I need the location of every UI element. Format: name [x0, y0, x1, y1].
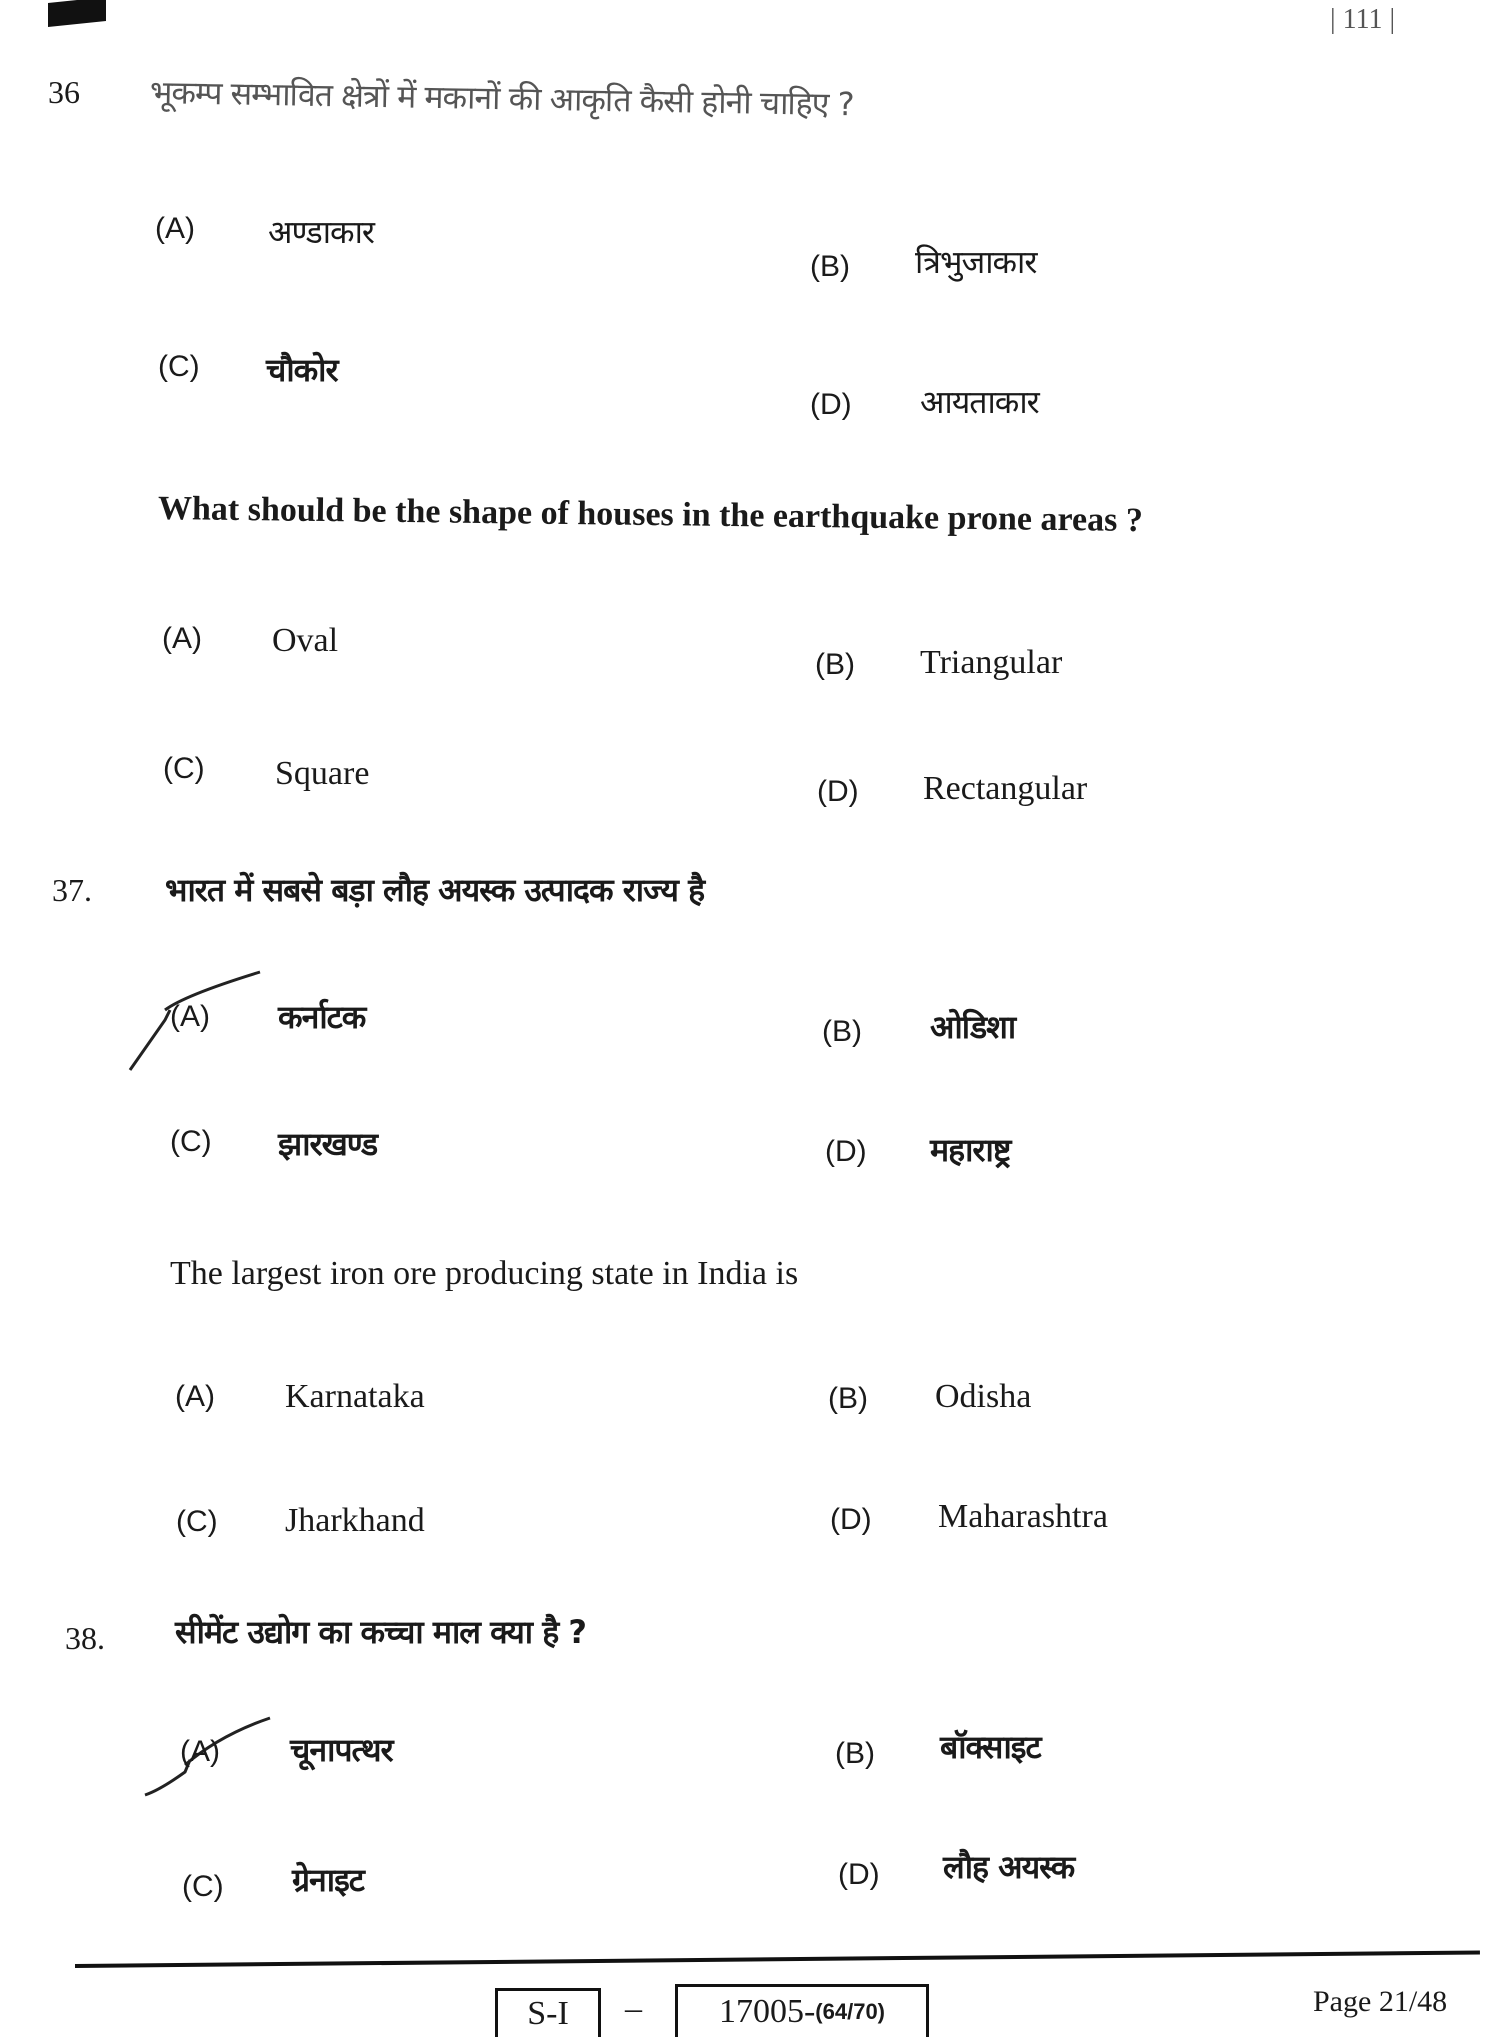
- paper-code-box: [675, 1984, 929, 2037]
- question-text-hindi: भूकम्प सम्भावित क्षेत्रों में मकानों की आकृति कैसी होनी चाहिए ?: [149, 73, 854, 124]
- option-label: (B): [828, 1382, 868, 1415]
- question-number: 38.: [65, 1620, 105, 1656]
- option-text: चूनापत्थर: [290, 1731, 393, 1769]
- question-text-english: What should be the shape of houses in the earthquake prone areas ?: [157, 490, 1144, 540]
- option-text: झारखण्ड: [278, 1125, 378, 1163]
- option-label: (A): [170, 1000, 210, 1033]
- option-text: Oval: [272, 622, 339, 659]
- footer-divider: [75, 1951, 1480, 1968]
- option-label: (A): [162, 622, 202, 655]
- option-text: कर्नाटक: [278, 998, 366, 1036]
- option-text: ओडिशा: [930, 1008, 1016, 1046]
- question-number: 37.: [52, 872, 92, 908]
- option-text: Rectangular: [923, 770, 1088, 807]
- option-label: (B): [822, 1015, 862, 1048]
- page-corner-mark: [48, 0, 106, 27]
- option-label: (B): [815, 648, 855, 681]
- option-label: (B): [835, 1737, 875, 1770]
- footer-dash: –: [625, 1990, 642, 2027]
- question-number: 36: [48, 74, 80, 110]
- option-text: लौह अयस्क: [943, 1848, 1075, 1886]
- paper-code-suffix: (64/70): [815, 1999, 886, 2024]
- option-label: (A): [175, 1380, 215, 1413]
- question-text-hindi: सीमेंट उद्योग का कच्चा माल क्या है ?: [175, 1613, 586, 1651]
- option-text: Odisha: [935, 1378, 1032, 1415]
- option-text: त्रिभुजाकार: [915, 243, 1037, 281]
- option-label: (D): [810, 388, 852, 421]
- option-label: (D): [830, 1503, 872, 1536]
- option-text: चौकोर: [266, 351, 338, 389]
- option-text: Square: [275, 755, 370, 792]
- series-code: S-I: [527, 1995, 569, 2032]
- question-text-hindi: भारत में सबसे बड़ा लौह अयस्क उत्पादक राज्य है: [165, 871, 705, 909]
- option-label: (B): [810, 250, 850, 283]
- series-box: [495, 1988, 601, 2037]
- option-label: (C): [170, 1125, 212, 1158]
- set-marker: | 111 |: [1330, 4, 1396, 35]
- option-label: (D): [817, 775, 859, 808]
- option-label: (C): [163, 752, 205, 785]
- option-label: (A): [180, 1735, 220, 1768]
- option-text: Jharkhand: [285, 1502, 425, 1539]
- option-text: Maharashtra: [938, 1498, 1108, 1535]
- option-text: बॉक्साइट: [940, 1728, 1041, 1766]
- option-text: Triangular: [920, 644, 1063, 681]
- option-label: (C): [176, 1505, 218, 1538]
- option-label: (C): [182, 1870, 224, 1903]
- question-text-english: The largest iron ore producing state in India is: [170, 1255, 799, 1292]
- option-text: अण्डाकार: [268, 213, 375, 251]
- paper-code: 17005-: [718, 1993, 816, 2030]
- option-text: ग्रेनाइट: [292, 1861, 364, 1899]
- option-text: महाराष्ट्र: [930, 1131, 1011, 1169]
- option-text: Karnataka: [285, 1378, 425, 1415]
- option-label: (D): [838, 1858, 880, 1891]
- option-text: आयताकार: [920, 383, 1039, 421]
- page-number: Page 21/48: [1313, 1985, 1448, 2018]
- option-label: (A): [155, 212, 195, 245]
- option-label: (C): [158, 350, 200, 383]
- option-label: (D): [825, 1135, 867, 1168]
